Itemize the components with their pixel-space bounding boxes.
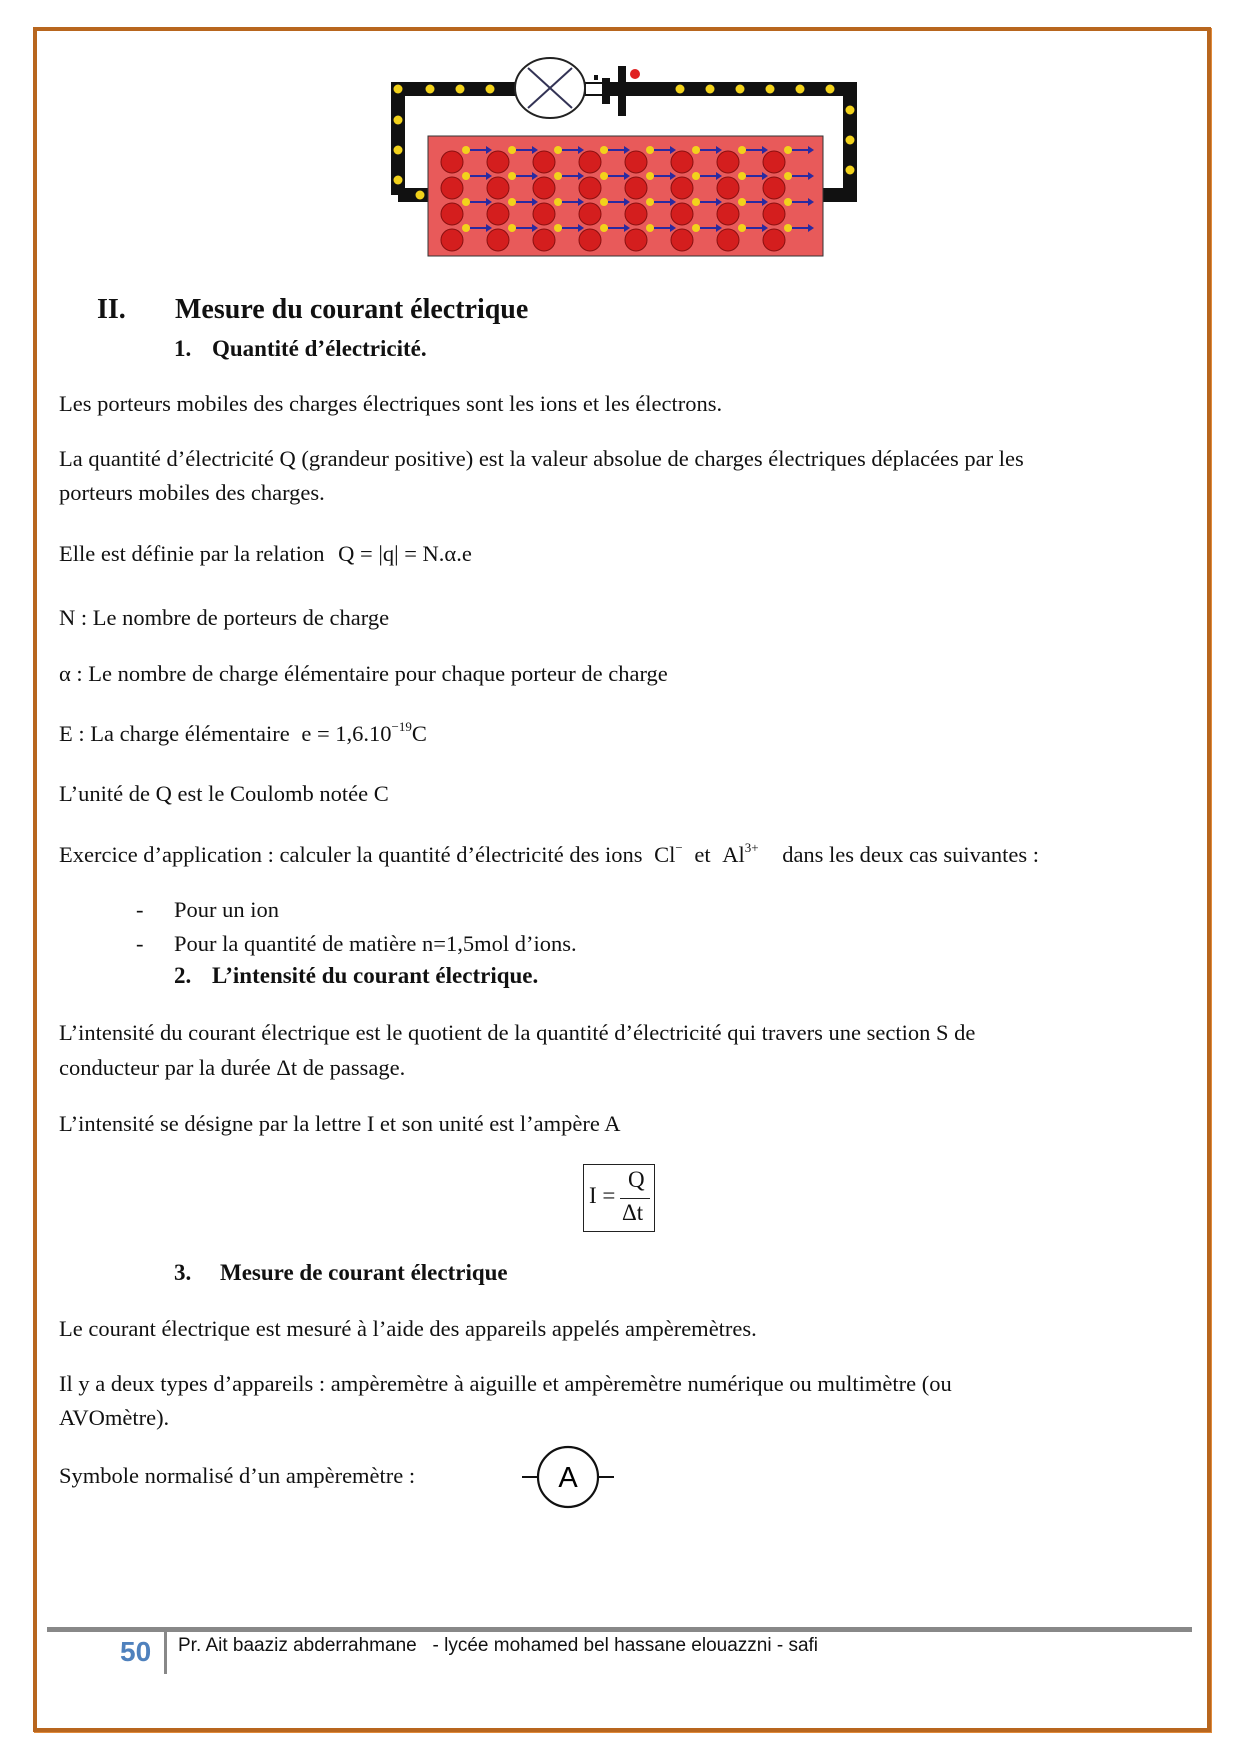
positive-ion xyxy=(717,203,739,225)
electron-dot xyxy=(646,172,654,180)
list-item xyxy=(136,930,577,958)
electron-dot xyxy=(766,85,775,94)
positive-ion xyxy=(717,229,739,251)
list-dash: - xyxy=(136,931,144,956)
fraction-bar xyxy=(620,1198,650,1199)
positive-ion xyxy=(717,151,739,173)
list-item xyxy=(136,896,280,924)
positive-ion xyxy=(441,229,463,251)
list-dash: - xyxy=(136,897,144,922)
positive-ion xyxy=(441,177,463,199)
section-number: II. xyxy=(97,294,126,325)
list-item-text: Pour la quantité de matière n=1,5mol d’ions. xyxy=(174,931,577,956)
electron-dot xyxy=(600,146,608,154)
electron-dot xyxy=(508,172,516,180)
electron-dot xyxy=(846,166,855,175)
positive-ion xyxy=(533,203,555,225)
electron-dot xyxy=(738,224,746,232)
relation-formula: Q = |q| = N.α.e xyxy=(338,541,472,566)
footer-author: Pr. Ait baaziz abderrahmane - lycée mohamed bel hassane elouazzni - safi xyxy=(178,1635,819,1656)
positive-ion xyxy=(579,177,601,199)
positive-ion xyxy=(671,229,693,251)
positive-ion xyxy=(763,203,785,225)
formula-denominator: Δt xyxy=(622,1200,644,1225)
electron-dot xyxy=(394,116,403,125)
positive-ion xyxy=(487,177,509,199)
electron-dot xyxy=(692,224,700,232)
electron-dot xyxy=(462,172,470,180)
electron-dot xyxy=(554,224,562,232)
electron-dot xyxy=(462,146,470,154)
positive-ion xyxy=(625,229,647,251)
electron-dot xyxy=(426,85,435,94)
paragraph: L’intensité se désigne par la lettre I et son unité est l’ampère A xyxy=(59,1111,621,1136)
electron-dot xyxy=(706,85,715,94)
ion-cl: Cl xyxy=(654,842,676,867)
definition-e xyxy=(59,720,427,748)
subsection-3-title: Mesure de courant électrique xyxy=(220,1260,508,1285)
positive-ion xyxy=(579,203,601,225)
electron-dot xyxy=(554,146,562,154)
subsection-2-number: 2. xyxy=(174,963,192,988)
electron-dot xyxy=(394,146,403,155)
positive-ion xyxy=(487,151,509,173)
electron-dot xyxy=(554,172,562,180)
electron-dot xyxy=(456,85,465,94)
subsection-1-number: 1. xyxy=(174,336,192,361)
subsection-2-title: L’intensité du courant électrique. xyxy=(212,963,539,988)
electron-dot xyxy=(784,172,792,180)
electron-dot xyxy=(736,85,745,94)
relation-text: Elle est définie par la relation xyxy=(59,541,325,566)
electron-dot xyxy=(692,146,700,154)
electron-dot xyxy=(394,85,403,94)
positive-ion xyxy=(441,151,463,173)
list-item-text: Pour un ion xyxy=(174,897,280,922)
positive-ion xyxy=(487,203,509,225)
positive-ion xyxy=(671,177,693,199)
electron-dot xyxy=(462,224,470,232)
positive-ion xyxy=(763,177,785,199)
unit-line: L’unité de Q est le Coulomb notée C xyxy=(59,781,389,806)
formula-numerator: Q xyxy=(628,1167,645,1192)
ion-al: Al xyxy=(722,842,745,867)
paragraph: La quantité d’électricité Q (grandeur positive) est la valeur absolue de charges électriques déplacées par les xyxy=(59,446,1024,471)
positive-ion xyxy=(533,151,555,173)
relation-line xyxy=(59,540,472,568)
footer-separator xyxy=(164,1630,167,1674)
exercise-and: et xyxy=(694,842,711,867)
subsection-3-number: 3. xyxy=(174,1260,192,1285)
charge-formula: e = 1,6.10 xyxy=(301,721,392,746)
ion-al-charge: 3+ xyxy=(744,840,759,855)
electron-dot xyxy=(600,172,608,180)
electron-dot xyxy=(784,224,792,232)
definition-alpha: α : Le nombre de charge élémentaire pour chaque porteur de charge xyxy=(59,661,668,686)
positive-ion xyxy=(487,229,509,251)
ammeter-symbol-icon xyxy=(520,1444,616,1510)
positive-ion xyxy=(441,203,463,225)
electron-dot xyxy=(738,172,746,180)
electron-dot xyxy=(646,198,654,206)
electron-dot xyxy=(600,224,608,232)
paragraph: Les porteurs mobiles des charges électriques sont les ions et les électrons. xyxy=(59,391,723,416)
electron-dot xyxy=(846,136,855,145)
positive-ion xyxy=(625,151,647,173)
positive-ion xyxy=(671,203,693,225)
positive-ion xyxy=(763,229,785,251)
definition-n: N : Le nombre de porteurs de charge xyxy=(59,605,390,630)
positive-ion xyxy=(533,177,555,199)
electron-dot xyxy=(738,146,746,154)
subsection-1-title: Quantité d’électricité. xyxy=(212,336,427,361)
positive-ion xyxy=(579,151,601,173)
paragraph: AVOmètre). xyxy=(59,1405,170,1430)
electron-dot xyxy=(646,224,654,232)
positive-ion xyxy=(533,229,555,251)
page-number: 50 xyxy=(120,1636,152,1667)
circuit-diagram xyxy=(380,50,870,265)
positive-ion xyxy=(717,177,739,199)
positive-ion xyxy=(671,151,693,173)
ion-cl-charge: − xyxy=(675,840,683,855)
electron-dot xyxy=(784,146,792,154)
electron-dot xyxy=(600,198,608,206)
electron-dot xyxy=(508,224,516,232)
electron-dot xyxy=(692,172,700,180)
positive-ion xyxy=(763,151,785,173)
paragraph: L’intensité du courant électrique est le quotient de la quantité d’électricité qui travers une section S de xyxy=(59,1020,976,1045)
formula-lhs: I = xyxy=(589,1183,616,1208)
electron-dot xyxy=(796,85,805,94)
positive-ion xyxy=(579,229,601,251)
electron-dot xyxy=(462,198,470,206)
electron-dot xyxy=(486,85,495,94)
charge-unit: C xyxy=(411,721,427,746)
exercise-tail: dans les deux cas suivantes : xyxy=(782,842,1040,867)
electron-dot xyxy=(846,106,855,115)
paragraph: Le courant électrique est mesuré à l’aide des appareils appelés ampèremètres. xyxy=(59,1316,757,1341)
section-title: Mesure du courant électrique xyxy=(175,294,529,325)
intensity-formula-box xyxy=(583,1164,655,1232)
paragraph: Il y a deux types d’appareils : ampèremètre à aiguille et ampèremètre numérique ou multimètre (ou xyxy=(59,1371,952,1396)
paragraph: porteurs mobiles des charges. xyxy=(59,480,325,505)
exercise-line xyxy=(59,841,1039,869)
electron-dot xyxy=(646,146,654,154)
electron-dot xyxy=(416,191,425,200)
footer-divider xyxy=(47,1627,1192,1632)
positive-ion xyxy=(625,177,647,199)
ammeter-letter: A xyxy=(558,1462,578,1494)
electron-dot xyxy=(784,198,792,206)
exercise-text: Exercice d’application : calculer la quantité d’électricité des ions xyxy=(59,842,643,867)
definition-e-text: E : La charge élémentaire xyxy=(59,721,290,746)
positive-ion xyxy=(625,203,647,225)
electron-dot xyxy=(554,198,562,206)
paragraph: Symbole normalisé d’un ampèremètre : xyxy=(59,1463,416,1488)
electron-dot xyxy=(508,146,516,154)
electron-dot xyxy=(676,85,685,94)
charge-exponent: −19 xyxy=(391,719,412,734)
electron-dot xyxy=(692,198,700,206)
electron-dot xyxy=(394,176,403,185)
electron-dot xyxy=(738,198,746,206)
paragraph: conducteur par la durée Δt de passage. xyxy=(59,1055,406,1080)
electron-dot xyxy=(826,85,835,94)
electron-dot xyxy=(508,198,516,206)
